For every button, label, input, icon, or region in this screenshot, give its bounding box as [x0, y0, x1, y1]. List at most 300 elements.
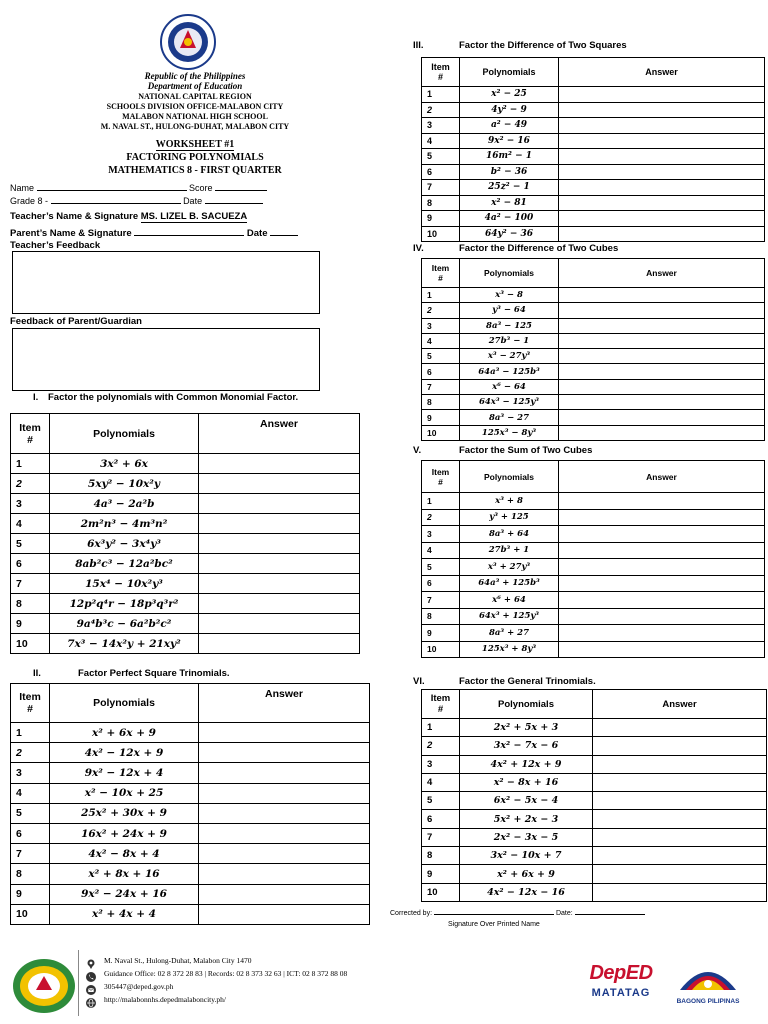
polynomial-cell: x³ − 27y³	[460, 349, 559, 364]
date-label: Date	[183, 196, 203, 206]
deped-seal	[160, 14, 216, 70]
table-row	[422, 625, 765, 642]
school-seal	[12, 958, 76, 1014]
grade-row	[10, 196, 263, 206]
table-row	[11, 514, 360, 534]
footer-email: 305447@deped.gov.ph	[104, 982, 174, 991]
table-row	[11, 634, 360, 654]
section-2-title: II. Factor Perfect Square Trinomials.	[33, 668, 230, 679]
item-number: 4	[422, 542, 460, 559]
polynomial-cell: 27b³ + 1	[460, 542, 559, 559]
header-school: MALABON NATIONAL HIGH SCHOOL	[122, 112, 268, 121]
polynomial-cell: 125x³ − 8y³	[460, 425, 559, 440]
polynomial-cell: y³ − 64	[460, 303, 559, 318]
corrected-date-label: Date:	[555, 910, 573, 917]
table-row	[422, 379, 765, 394]
header-division: SCHOOLS DIVISION OFFICE-MALABON CITY	[106, 102, 284, 111]
table-row	[422, 865, 767, 883]
table-row	[11, 723, 370, 743]
item-number: 7	[422, 592, 460, 609]
table-row	[11, 763, 370, 783]
answer-cell[interactable]	[199, 864, 370, 884]
polynomial-cell: 8a³ − 125	[460, 318, 559, 333]
item-number: 5	[422, 349, 460, 364]
answer-cell[interactable]	[199, 844, 370, 864]
polynomial-cell: 3x² − 7x − 6	[460, 737, 593, 755]
section-5-table	[421, 460, 765, 658]
polynomial-cell: 8ab²c³ − 12a²bc²	[50, 554, 199, 574]
table-row	[11, 574, 360, 594]
deped-logo: DepED	[589, 962, 653, 984]
polynomial-cell: x² + 6x + 9	[50, 723, 199, 743]
answer-cell[interactable]	[199, 514, 360, 534]
answer-header: Answer	[559, 259, 765, 288]
polynomial-cell: 6x³y² − 3x⁴y³	[50, 534, 199, 554]
item-number: 2	[422, 509, 460, 526]
answer-cell[interactable]	[559, 102, 765, 118]
worksheet-topic: FACTORING POLYNOMIALS	[126, 152, 264, 163]
item-number: 2	[11, 743, 50, 763]
item-number: 10	[422, 425, 460, 440]
item-number: 1	[422, 87, 460, 103]
answer-cell[interactable]	[559, 509, 765, 526]
answer-cell[interactable]	[559, 349, 765, 364]
answer-cell[interactable]	[199, 783, 370, 803]
table-row	[422, 211, 765, 227]
answer-cell[interactable]	[593, 865, 767, 883]
table-row	[422, 180, 765, 196]
answer-cell[interactable]	[199, 634, 360, 654]
table-row	[422, 493, 765, 510]
answer-cell[interactable]	[559, 226, 765, 242]
table-row	[11, 534, 360, 554]
polynomial-cell: 7x³ − 14x²y + 21xy²	[50, 634, 199, 654]
answer-cell[interactable]	[559, 318, 765, 333]
polynomials-header: Polynomials	[460, 461, 559, 493]
item-number: 7	[11, 844, 50, 864]
worksheet-number: WORKSHEET #1	[155, 139, 235, 150]
header-republic: Republic of the Philippines	[144, 71, 246, 81]
answer-cell[interactable]	[559, 608, 765, 625]
section-2-table	[10, 683, 370, 925]
item-number: 6	[422, 575, 460, 592]
parent-feedback-label: Feedback of Parent/Guardian	[10, 316, 142, 327]
item-number: 4	[11, 514, 50, 534]
table-row	[422, 133, 765, 149]
table-row	[11, 743, 370, 763]
table-row	[422, 102, 765, 118]
polynomial-cell: 125x³ + 8y³	[460, 641, 559, 658]
polynomial-cell: 25z² − 1	[460, 180, 559, 196]
section-field[interactable]	[51, 203, 181, 204]
table-row	[422, 810, 767, 828]
table-row	[422, 149, 765, 165]
table-row	[422, 719, 767, 737]
parent-row	[10, 228, 298, 239]
answer-cell[interactable]	[199, 763, 370, 783]
answer-cell[interactable]	[559, 87, 765, 103]
section-3-table	[421, 57, 765, 242]
answer-cell[interactable]	[559, 395, 765, 410]
corrected-label: Corrected by:	[390, 910, 433, 917]
answer-header: Answer	[199, 414, 360, 454]
parent-feedback-box[interactable]	[12, 328, 320, 391]
polynomial-cell: b² − 36	[460, 164, 559, 180]
polynomial-cell: 4a³ − 2a²b	[50, 494, 199, 514]
table-row	[422, 773, 767, 791]
item-number: 5	[422, 149, 460, 165]
item-number: 1	[11, 454, 50, 474]
teacher-feedback-box[interactable]	[12, 251, 320, 314]
item-number: 8	[422, 608, 460, 625]
polynomial-cell: 2m²n³ − 4m³n²	[50, 514, 199, 534]
table-row	[422, 164, 765, 180]
header-address: M. NAVAL ST., HULONG-DUHAT, MALABON CITY	[100, 122, 290, 131]
bagong-pilipinas-emblem	[676, 958, 740, 998]
parent-date-field[interactable]	[270, 235, 298, 236]
polynomial-cell: 27b³ − 1	[460, 333, 559, 348]
item-number: 8	[422, 195, 460, 211]
polynomial-cell: x² − 8x + 16	[460, 773, 593, 791]
answer-cell[interactable]	[199, 614, 360, 634]
footer-website: http://malabonnhs.depedmalaboncity.ph/	[104, 995, 226, 1004]
answer-cell[interactable]	[559, 303, 765, 318]
item-number: 6	[422, 164, 460, 180]
polynomial-cell: 12p²q⁴r − 18p³q³r²	[50, 594, 199, 614]
item-header: Item #	[422, 461, 460, 493]
item-header: Item #	[11, 414, 50, 454]
table-row	[422, 737, 767, 755]
table-row	[11, 823, 370, 843]
grade-label: Grade 8 -	[10, 196, 49, 206]
location-icon	[86, 956, 96, 966]
polynomial-cell: x² − 25	[460, 87, 559, 103]
polynomial-cell: x² + 6x + 9	[460, 865, 593, 883]
polynomial-cell: 9x² − 12x + 4	[50, 763, 199, 783]
item-number: 8	[422, 847, 460, 865]
item-number: 8	[11, 864, 50, 884]
polynomial-cell: x² + 8x + 16	[50, 864, 199, 884]
item-number: 3	[422, 318, 460, 333]
item-number: 9	[422, 865, 460, 883]
signature-caption: Signature Over Printed Name	[448, 921, 540, 928]
name-label: Name	[10, 183, 35, 193]
polynomials-header: Polynomials	[50, 414, 199, 454]
item-number: 4	[422, 133, 460, 149]
item-number: 1	[422, 719, 460, 737]
polynomial-cell: 9a⁴b³c − 6a²b²c²	[50, 614, 199, 634]
answer-cell[interactable]	[593, 773, 767, 791]
answer-cell[interactable]	[559, 379, 765, 394]
answer-cell[interactable]	[559, 288, 765, 303]
header-department: Department of Education	[147, 81, 243, 91]
answer-cell[interactable]	[199, 454, 360, 474]
item-number: 5	[422, 559, 460, 576]
footer-address: M. Naval St., Hulong-Duhat, Malabon City 1470	[104, 956, 252, 965]
item-number: 2	[422, 303, 460, 318]
answer-cell[interactable]	[593, 828, 767, 846]
answer-cell[interactable]	[199, 723, 370, 743]
item-number: 4	[11, 783, 50, 803]
table-row	[422, 333, 765, 348]
footer-contacts: Guidance Office: 02 8 372 28 83 | Records: 02 8 373 32 63 | ICT: 02 8 372 88 08	[104, 969, 348, 978]
parent-date-label: Date	[246, 228, 268, 239]
table-row	[422, 828, 767, 846]
polynomial-cell: 25x² + 30x + 9	[50, 803, 199, 823]
polynomial-cell: x² − 81	[460, 195, 559, 211]
answer-cell[interactable]	[559, 180, 765, 196]
item-number: 7	[422, 379, 460, 394]
polynomial-cell: 9x² − 16	[460, 133, 559, 149]
answer-cell[interactable]	[559, 526, 765, 543]
polynomial-cell: 4x² − 8x + 4	[50, 844, 199, 864]
table-row	[11, 844, 370, 864]
table-row	[11, 614, 360, 634]
item-number: 9	[11, 884, 50, 904]
polynomial-cell: x³ + 27y³	[460, 559, 559, 576]
item-number: 1	[422, 493, 460, 510]
table-row	[422, 364, 765, 379]
polynomial-cell: x³ − 8	[460, 288, 559, 303]
polynomial-cell: 64x³ + 125y³	[460, 608, 559, 625]
polynomial-cell: 3x² − 10x + 7	[460, 847, 593, 865]
table-row	[422, 395, 765, 410]
answer-cell[interactable]	[559, 575, 765, 592]
answer-header: Answer	[559, 58, 765, 87]
polynomial-cell: x⁶ + 64	[460, 592, 559, 609]
item-number: 7	[422, 180, 460, 196]
item-number: 6	[11, 554, 50, 574]
item-number: 9	[422, 211, 460, 227]
table-row	[422, 755, 767, 773]
answer-cell[interactable]	[199, 803, 370, 823]
item-number: 7	[422, 828, 460, 846]
table-row	[11, 594, 360, 614]
section-4-table	[421, 258, 765, 441]
polynomial-cell: 64a³ − 125b³	[460, 364, 559, 379]
answer-cell[interactable]	[593, 847, 767, 865]
polynomial-cell: 6x² − 5x − 4	[460, 792, 593, 810]
polynomial-cell: 4x² − 12x + 9	[50, 743, 199, 763]
table-row	[422, 608, 765, 625]
matatag-logo: MATATAG	[591, 987, 651, 999]
item-number: 10	[422, 641, 460, 658]
polynomial-cell: 16m² − 1	[460, 149, 559, 165]
answer-cell[interactable]	[199, 884, 370, 904]
answer-cell[interactable]	[199, 474, 360, 494]
item-number: 8	[422, 395, 460, 410]
table-row	[422, 118, 765, 134]
section-1-title: I. Factor the polynomials with Common Monomial Factor.	[33, 392, 299, 403]
bagong-pilipinas-text: BAGONG PILIPINAS	[676, 998, 740, 1005]
table-row	[11, 864, 370, 884]
item-number: 7	[11, 574, 50, 594]
item-number: 6	[422, 810, 460, 828]
divider-line	[78, 950, 79, 1016]
polynomial-cell: a² − 49	[460, 118, 559, 134]
table-row	[422, 559, 765, 576]
answer-cell[interactable]	[199, 494, 360, 514]
answer-cell[interactable]	[559, 641, 765, 658]
corrected-date-field[interactable]	[575, 914, 645, 915]
item-number: 2	[422, 737, 460, 755]
answer-cell[interactable]	[199, 823, 370, 843]
polynomial-cell: 5x² + 2x − 3	[460, 810, 593, 828]
answer-cell[interactable]	[559, 149, 765, 165]
polynomial-cell: 9x² − 24x + 16	[50, 884, 199, 904]
answer-cell[interactable]	[593, 719, 767, 737]
answer-cell[interactable]	[559, 211, 765, 227]
item-number: 2	[422, 102, 460, 118]
table-row	[422, 509, 765, 526]
answer-cell[interactable]	[199, 554, 360, 574]
answer-cell[interactable]	[559, 625, 765, 642]
score-field[interactable]	[215, 190, 267, 191]
section-3-title: III. Factor the Difference of Two Squares	[413, 40, 627, 51]
section-6-table	[421, 689, 767, 902]
teacher-row	[10, 211, 247, 223]
polynomial-cell: 2x² − 3x − 5	[460, 828, 593, 846]
table-row	[422, 410, 765, 425]
table-row	[422, 641, 765, 658]
answer-cell[interactable]	[593, 810, 767, 828]
polynomial-cell: 5xy² − 10x²y	[50, 474, 199, 494]
teacher-label: Teacher’s Name & Signature	[10, 211, 139, 222]
answer-cell[interactable]	[199, 574, 360, 594]
polynomial-cell: 4x² + 12x + 9	[460, 755, 593, 773]
item-number: 6	[11, 823, 50, 843]
answer-cell[interactable]	[559, 333, 765, 348]
answer-header: Answer	[559, 461, 765, 493]
polynomial-cell: 3x² + 6x	[50, 454, 199, 474]
item-number: 5	[11, 534, 50, 554]
polynomial-cell: 2x² + 5x + 3	[460, 719, 593, 737]
worksheet-subject: MATHEMATICS 8 - FIRST QUARTER	[108, 165, 282, 176]
table-row	[11, 474, 360, 494]
polynomial-cell: 8a³ + 27	[460, 625, 559, 642]
item-number: 5	[422, 792, 460, 810]
corrected-field[interactable]	[434, 914, 554, 915]
polynomials-header: Polynomials	[50, 684, 199, 723]
polynomial-cell: 4x² − 12x − 16	[460, 883, 593, 901]
item-number: 1	[422, 288, 460, 303]
item-number: 9	[422, 410, 460, 425]
item-number: 9	[422, 625, 460, 642]
answer-cell[interactable]	[559, 425, 765, 440]
answer-cell[interactable]	[593, 755, 767, 773]
polynomials-header: Polynomials	[460, 690, 593, 719]
table-row	[422, 592, 765, 609]
polynomial-cell: 15x⁴ − 10x²y³	[50, 574, 199, 594]
item-header: Item #	[11, 684, 50, 723]
answer-cell[interactable]	[199, 594, 360, 614]
answer-header: Answer	[593, 690, 767, 719]
answer-header: Answer	[199, 684, 370, 723]
table-row	[422, 575, 765, 592]
table-row	[422, 883, 767, 901]
polynomial-cell: x³ + 8	[460, 493, 559, 510]
answer-cell[interactable]	[559, 493, 765, 510]
globe-icon	[86, 995, 96, 1005]
table-row	[422, 226, 765, 242]
item-number: 3	[422, 118, 460, 134]
item-header: Item #	[422, 259, 460, 288]
parent-field[interactable]	[134, 235, 244, 236]
answer-cell[interactable]	[559, 133, 765, 149]
item-header: Item #	[422, 58, 460, 87]
polynomials-header: Polynomials	[460, 58, 559, 87]
table-row	[422, 792, 767, 810]
answer-cell[interactable]	[559, 195, 765, 211]
answer-cell[interactable]	[559, 364, 765, 379]
answer-cell[interactable]	[593, 883, 767, 901]
teacher-feedback-label: Teacher’s Feedback	[10, 240, 101, 251]
answer-cell[interactable]	[559, 542, 765, 559]
item-number: 3	[422, 526, 460, 543]
score-label: Score	[189, 183, 213, 193]
item-number: 4	[422, 333, 460, 348]
answer-cell[interactable]	[593, 737, 767, 755]
polynomial-cell: y³ + 125	[460, 509, 559, 526]
item-number: 6	[422, 364, 460, 379]
polynomial-cell: 4y² − 9	[460, 102, 559, 118]
table-row	[422, 303, 765, 318]
header-region: NATIONAL CAPITAL REGION	[138, 92, 252, 101]
answer-cell[interactable]	[559, 559, 765, 576]
table-row	[422, 318, 765, 333]
polynomial-cell: x² − 10x + 25	[50, 783, 199, 803]
polynomial-cell: 8a³ − 27	[460, 410, 559, 425]
parent-label: Parent’s Name & Signature	[10, 228, 132, 239]
item-number: 10	[422, 883, 460, 901]
answer-cell[interactable]	[593, 792, 767, 810]
section-4-title: IV. Factor the Difference of Two Cubes	[413, 243, 619, 254]
name-row	[10, 183, 267, 193]
item-number: 10	[422, 226, 460, 242]
table-row	[11, 884, 370, 904]
section-5-title: V. Factor the Sum of Two Cubes	[413, 445, 593, 456]
table-row	[422, 87, 765, 103]
item-number: 1	[11, 723, 50, 743]
polynomial-cell: x² + 4x + 4	[50, 904, 199, 924]
polynomial-cell: 64a³ + 125b³	[460, 575, 559, 592]
polynomial-cell: 64x³ − 125y³	[460, 395, 559, 410]
answer-cell[interactable]	[559, 410, 765, 425]
item-number: 10	[11, 634, 50, 654]
table-row	[11, 554, 360, 574]
answer-cell[interactable]	[199, 534, 360, 554]
answer-cell[interactable]	[199, 743, 370, 763]
polynomial-cell: 4a² − 100	[460, 211, 559, 227]
name-field[interactable]	[37, 190, 187, 191]
answer-cell[interactable]	[559, 118, 765, 134]
section-6-title: VI. Factor the General Trinomials.	[413, 676, 596, 687]
table-row	[422, 847, 767, 865]
answer-cell[interactable]	[559, 592, 765, 609]
answer-cell[interactable]	[559, 164, 765, 180]
item-number: 5	[11, 803, 50, 823]
answer-cell[interactable]	[199, 904, 370, 924]
item-number: 3	[11, 763, 50, 783]
polynomial-cell: x⁶ − 64	[460, 379, 559, 394]
date-field[interactable]	[205, 203, 263, 204]
item-number: 3	[422, 755, 460, 773]
table-row	[11, 783, 370, 803]
table-row	[422, 288, 765, 303]
table-row	[11, 803, 370, 823]
section-1-table	[10, 413, 360, 654]
item-number: 9	[11, 614, 50, 634]
